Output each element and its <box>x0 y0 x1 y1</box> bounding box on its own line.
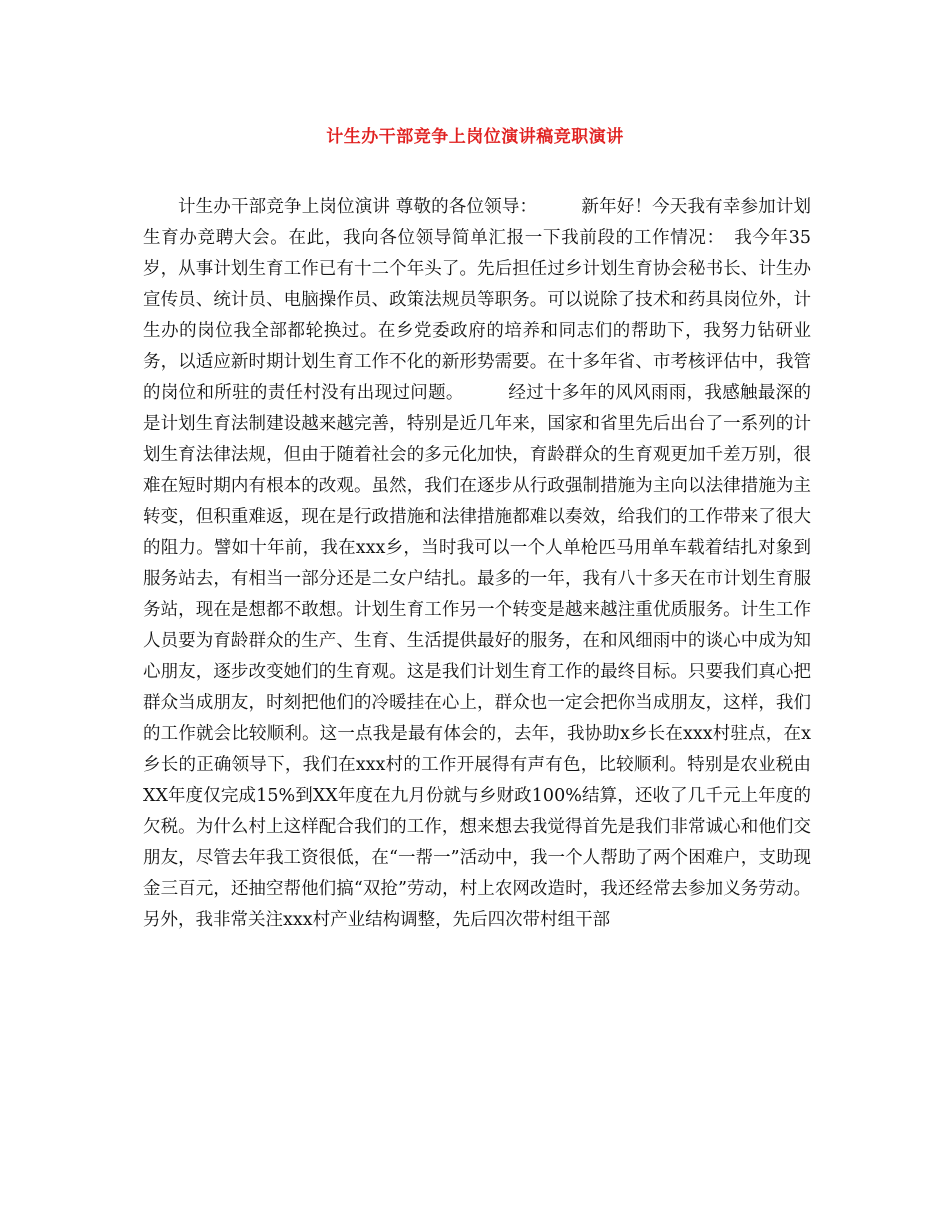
document-title: 计生办干部竞争上岗位演讲稿竞职演讲 <box>326 127 624 147</box>
document-body-paragraph: 计生办干部竞争上岗位演讲 尊敬的各位领导： 新年好！今天我有幸参加计划生育办竞聘大会。在此，我向各位领导简单汇报一下我前段的工作情况： 我今年35岁，从事计划生育工作已有十二个年头了。先后担任过乡计划生育协会秘书长、计生办宣传员、统计员、电脑操作员、政策法规员等职务。可以说除了技术和药具岗位外，计生办的岗位我全部都轮换过。在乡党委政府的培养和同志们的帮助下，我努力钻研业务，以适应新时期计划生育工作不化的新形势需要。在十多年省、市考核评估中，我管的岗位和所驻的责任村没有出现过问题。 经过十多年的风风雨雨，我感触最深的是计划生育法制建设越来越完善，特别是近几年来，国家和省里先后出台了一系列的计划生育法律法规，但由于随着社会的多元化加快，育龄群众的生育观更加千差万别，很难在短时期内有根本的改观。虽然，我们在逐步从行政强制措施为主向以法律措施为主转变，但积重难返，现在是行政措施和法律措施都难以奏效，给我们的工作带来了很大的阻力。譬如十年前，我在xxx乡，当时我可以一个人单枪匹马用单车载着结扎对象到服务站去，有相当一部分还是二女户结扎。最多的一年，我有八十多天在市计划生育服务站，现在是想都不敢想。计划生育工作另一个转变是越来越注重优质服务。计生工作人员要为育龄群众的生产、生育、生活提供最好的服务，在和风细雨中的谈心中成为知心朋友，逐步改变她们的生育观。这是我们计划生育工作的最终目标。只要我们真心把群众当成朋友，时刻把他们的冷暖挂在心上，群众也一定会把你当成朋友，这样，我们的工作就会比较顺利。这一点我是最有体会的，去年，我协助x乡长在xxx村驻点，在x乡长的正确领导下，我们在xxx村的工作开展得有声有色，比较顺利。特别是农业税由XX年度仅完成15%到XX年度在九月份就与乡财政100%结算，还收了几千元上年度的欠税。为什么村上这样配合我们的工作，想来想去我觉得首先是我们非常诚心和他们交朋友，尽管去年我工资很低，在“一帮一”活动中，我一个人帮助了两个困难户，支助现金三百元，还抽空帮他们搞“双抢”劳动，村上农网改造时，我还经常去参加义务劳动。另外，我非常关注xxx村产业结构调整，先后四次带村组干部 <box>143 197 811 930</box>
